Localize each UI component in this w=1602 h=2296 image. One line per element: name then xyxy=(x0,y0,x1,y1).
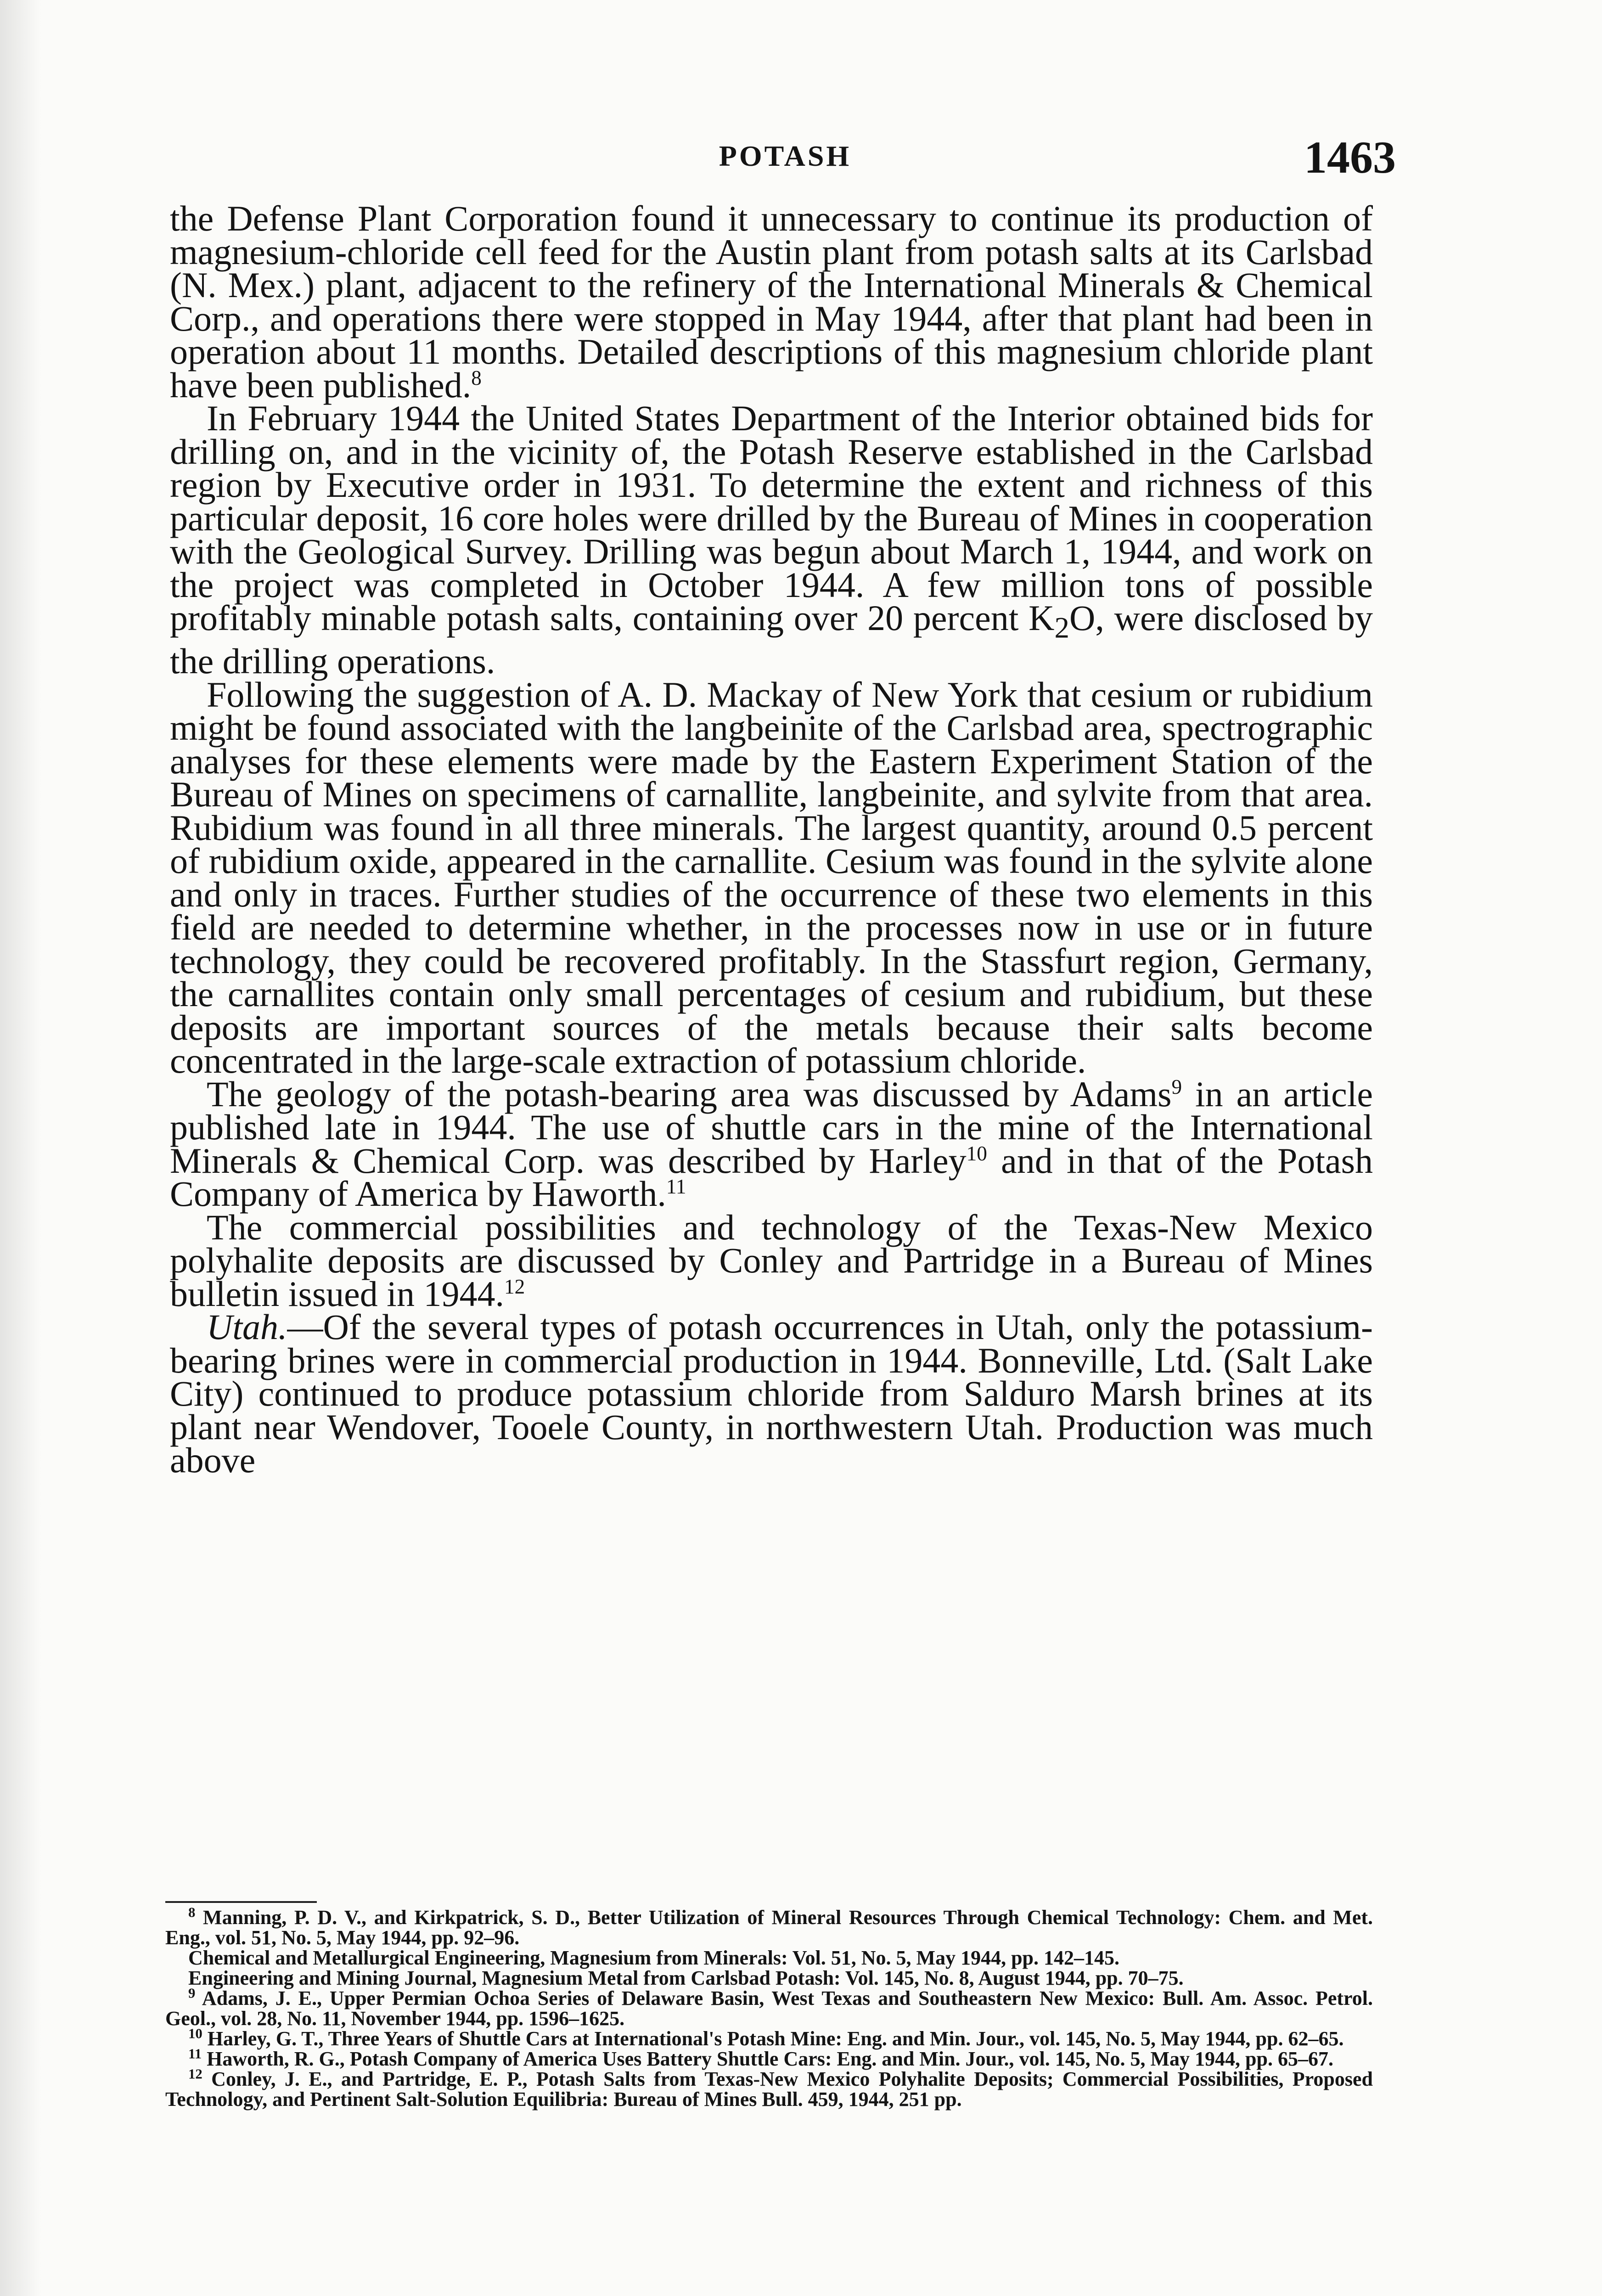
footnote-ref-12: 12 xyxy=(504,1275,525,1298)
footnote-ref-11: 11 xyxy=(666,1175,686,1199)
footnote-text: Conley, J. E., and Partridge, E. P., Potash Salts from Texas-New Mexico Polyhalite Deposits; Commercial Possibilities, Proposed Technology, and Pertinent Salt-Solution Equilibria: Bureau of Mines Bull. 459, 1944, 251 pp. xyxy=(165,2068,1373,2110)
footnote-text: Engineering and Mining Journal, Magnesium Metal from Carlsbad Potash: Vol. 145, No. 8, August 1944, pp. 70–75. xyxy=(188,1967,1184,1989)
paragraph-4-text-c: and in that of the Potash Company of America by Haworth. xyxy=(170,1140,1373,1214)
paragraph-3 xyxy=(170,674,1373,1081)
footnote-8 xyxy=(165,1904,1373,1949)
footnote-text: Adams, J. E., Upper Permian Ochoa Series of Delaware Basin, West Texas and Southeastern New Mexico: Bull. Am. Assoc. Petrol. Geol., vol. 28, No. 11, November 1944, pp. 1596–1625. xyxy=(165,1987,1373,2030)
footnote-mark: 10 xyxy=(188,2026,202,2042)
footnote-text: Harley, G. T., Three Years of Shuttle Cars at International's Potash Mine: Eng. and Min. Jour., vol. 145, No. 5, May 1944, pp. 62–65. xyxy=(207,2027,1344,2050)
footnote-mark: 8 xyxy=(188,1904,196,1920)
paragraph-5-text: The commercial possibilities and technology of the Texas-New Mexico polyhalite deposits are discussed by Conley and Partridge in a Bureau of Mines bulletin issued in 1944. xyxy=(170,1207,1373,1314)
footnote-10 xyxy=(165,2026,1373,2050)
footnote-ref-10: 10 xyxy=(966,1142,987,1165)
footnote-ref-9: 9 xyxy=(1171,1075,1182,1098)
body-text xyxy=(170,198,1373,1480)
running-head: POTASH xyxy=(719,140,852,172)
paragraph-2-text: In February 1944 the United States Department of the Interior obtained bids for drilling on, and in the vicinity of, the Potash Reserve established in the Carlsbad region by Executive order in 1931. To determine the extent and richness of this particular deposit, 16 core holes were drilled by the Bureau of Mines in cooperation with the Geological Survey. Drilling was begun about March 1, 1944, and work on the project was completed in October 1944. A few million tons of possible profitably minable potash salts, containing over 20 percent K xyxy=(170,398,1373,638)
paragraph-4-text: The geology of the potash-bearing area was discussed by Adams xyxy=(207,1074,1172,1114)
footnote-8b xyxy=(165,1948,1373,1968)
footnote-8c xyxy=(165,1968,1373,1988)
footnote-mark: 12 xyxy=(188,2066,202,2082)
paragraph-2-tail: O, were disclosed by the drilling operations. xyxy=(170,598,1373,681)
paragraph-4-text-b: in an article published late in 1944. The use of shuttle cars in the mine of the International Minerals & Chemical Corp. was described by Harley xyxy=(170,1074,1373,1181)
footnote-mark: 9 xyxy=(188,1985,196,2001)
paragraph-6-text: —Of the several types of potash occurrences in Utah, only the potassium-bearing brines were in commercial production in 1944. Bonneville, Ltd. (Salt Lake City) continued to produce potassium chloride from Salduro Marsh brines at its plant near Wendover, Tooele County, in northwestern Utah. Production was much above xyxy=(170,1307,1373,1480)
k2o-subscript: 2 xyxy=(1054,611,1070,645)
footnote-11 xyxy=(165,2046,1373,2070)
footnotes xyxy=(165,1901,1373,2110)
paragraph-3-text: Following the suggestion of A. D. Mackay of New York that cesium or rubidium might be found associated with the langbeinite of the Carlsbad area, spectrographic analyses for these elements were made by the Eastern Experiment Station of the Bureau of Mines on specimens of carnallite, langbeinite, and sylvite from that area. Rubidium was found in all three minerals. The largest quantity, around 0.5 percent of rubidium oxide, appeared in the carnallite. Cesium was found in the sylvite alone and only in traces. Further studies of the occurrence of these two elements in this field are needed to determine whether, in the processes now in use or in future technology, they could be recovered profitably. In the Stassfurt region, Germany, the carnallites contain only small percentages of cesium and rubidium, but these deposits are important sources of the metals because their salts become concentrated in the large-scale extraction of potassium chloride. xyxy=(170,674,1373,1081)
footnote-text: Haworth, R. G., Potash Company of America Uses Battery Shuttle Cars: Eng. and Min. Jour., vol. 145, No. 5, May 1944, pp. 65–67. xyxy=(207,2048,1333,2070)
page-number: 1463 xyxy=(1304,132,1396,183)
page-header xyxy=(174,131,1396,191)
footnote-12 xyxy=(165,2066,1373,2110)
scan-edge-shadow xyxy=(0,0,41,2296)
footnote-text: Chemical and Metallurgical Engineering, Magnesium from Minerals: Vol. 51, No. 5, May 1944, pp. 142–145. xyxy=(188,1947,1120,1969)
footnote-mark: 11 xyxy=(188,2046,202,2062)
paragraph-4 xyxy=(170,1074,1373,1214)
footnote-9 xyxy=(165,1985,1373,2030)
paragraph-1 xyxy=(170,198,1373,405)
paragraph-1-text: the Defense Plant Corporation found it unnecessary to continue its production of magnesium-chloride cell feed for the Austin plant from potash salts at its Carlsbad (N. Mex.) plant, adjacent to the refinery of the International Minerals & Chemical Corp., and operations there were stopped in May 1944, after that plant had been in operation about 11 months. Detailed descriptions of this magnesium chloride plant have been published. xyxy=(170,198,1373,405)
paragraph-5 xyxy=(170,1207,1373,1314)
footnote-text: Manning, P. D. V., and Kirkpatrick, S. D., Better Utilization of Mineral Resources Through Chemical Technology: Chem. and Met. Eng., vol. 51, No. 5, May 1944, pp. 92–96. xyxy=(165,1906,1373,1949)
footnote-ref-8: 8 xyxy=(471,366,482,389)
footnote-rule xyxy=(165,1901,317,1903)
section-label-utah: Utah. xyxy=(207,1307,287,1347)
paragraph-6 xyxy=(170,1307,1373,1480)
paragraph-2 xyxy=(170,398,1373,681)
